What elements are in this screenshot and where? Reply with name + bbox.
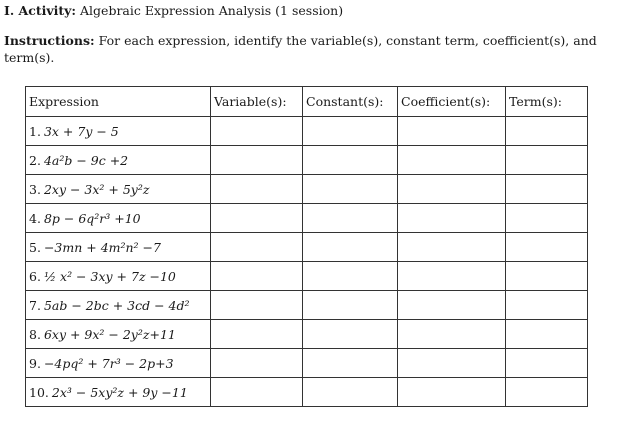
variables-answer-cell[interactable] — [211, 175, 303, 204]
instructions-label: Instructions: — [4, 33, 95, 48]
coefficients-answer-cell[interactable] — [398, 204, 506, 233]
table-row — [26, 378, 588, 407]
expression-text: −3mn + 4m²n² −7 — [43, 239, 161, 255]
expression-text: 5ab − 2bc + 3cd − 4d² — [43, 297, 190, 313]
expression-cell — [26, 175, 211, 204]
expression-number: 5. — [29, 239, 41, 255]
expression-cell — [26, 262, 211, 291]
constants-answer-cell[interactable] — [303, 291, 398, 320]
constants-answer-cell[interactable] — [303, 175, 398, 204]
expression-cell — [26, 146, 211, 175]
table-row — [26, 320, 588, 349]
activity-heading — [4, 3, 343, 19]
expression-table — [25, 86, 588, 407]
expression-cell — [26, 117, 211, 146]
coefficients-answer-cell[interactable] — [398, 291, 506, 320]
header-constants: Constant(s): — [303, 87, 398, 117]
constants-answer-cell[interactable] — [303, 233, 398, 262]
expression-number: 6. — [29, 268, 41, 284]
terms-answer-cell[interactable] — [506, 291, 588, 320]
expression-cell — [26, 291, 211, 320]
table-row — [26, 349, 588, 378]
constants-answer-cell[interactable] — [303, 320, 398, 349]
terms-answer-cell[interactable] — [506, 204, 588, 233]
activity-label: I. Activity: — [4, 3, 77, 18]
activity-title: Algebraic Expression Analysis (1 session) — [80, 3, 344, 18]
constants-answer-cell[interactable] — [303, 117, 398, 146]
expression-number: 4. — [29, 210, 41, 226]
constants-answer-cell[interactable] — [303, 146, 398, 175]
variables-answer-cell[interactable] — [211, 291, 303, 320]
expression-text: 2x³ − 5xy²z + 9y −11 — [51, 384, 188, 400]
expression-cell — [26, 233, 211, 262]
coefficients-answer-cell[interactable] — [398, 262, 506, 291]
variables-answer-cell[interactable] — [211, 378, 303, 407]
constants-answer-cell[interactable] — [303, 204, 398, 233]
constants-answer-cell[interactable] — [303, 378, 398, 407]
header-terms: Term(s): — [506, 87, 588, 117]
terms-answer-cell[interactable] — [506, 378, 588, 407]
expression-cell — [26, 320, 211, 349]
expression-text: 6xy + 9x² − 2y²z+11 — [43, 326, 176, 342]
coefficients-answer-cell[interactable] — [398, 233, 506, 262]
expression-number: 10. — [29, 384, 49, 400]
expression-text: 3x + 7y − 5 — [43, 123, 119, 139]
constants-answer-cell[interactable] — [303, 349, 398, 378]
expression-number: 8. — [29, 326, 41, 342]
header-variables: Variable(s): — [211, 87, 303, 117]
expression-number: 3. — [29, 181, 41, 197]
expression-cell — [26, 378, 211, 407]
table-row — [26, 291, 588, 320]
expression-number: 2. — [29, 152, 41, 168]
terms-answer-cell[interactable] — [506, 146, 588, 175]
variables-answer-cell[interactable] — [211, 320, 303, 349]
expression-text: 8p − 6q²r³ +10 — [43, 210, 141, 226]
expression-cell — [26, 204, 211, 233]
variables-answer-cell[interactable] — [211, 204, 303, 233]
expression-number: 1. — [29, 123, 41, 139]
expression-text: 4a²b − 9c +2 — [43, 152, 129, 168]
terms-answer-cell[interactable] — [506, 262, 588, 291]
terms-answer-cell[interactable] — [506, 117, 588, 146]
instructions-text: For each expression, identify the variable(s), constant term, coefficient(s), and term(s). — [4, 33, 597, 65]
table-row — [26, 262, 588, 291]
terms-answer-cell[interactable] — [506, 233, 588, 262]
header-expression: Expression — [26, 87, 211, 117]
coefficients-answer-cell[interactable] — [398, 146, 506, 175]
table-row — [26, 146, 588, 175]
expression-text: ½ x² − 3xy + 7z −10 — [43, 268, 176, 284]
table-header-row — [26, 87, 588, 117]
table-row — [26, 233, 588, 262]
coefficients-answer-cell[interactable] — [398, 320, 506, 349]
expression-text: 2xy − 3x² + 5y²z — [43, 181, 150, 197]
coefficients-answer-cell[interactable] — [398, 349, 506, 378]
table-row — [26, 117, 588, 146]
instructions-paragraph — [4, 32, 614, 66]
variables-answer-cell[interactable] — [211, 262, 303, 291]
header-coefficients: Coefficient(s): — [398, 87, 506, 117]
expression-cell — [26, 349, 211, 378]
expression-text: −4pq² + 7r³ − 2p+3 — [43, 355, 174, 371]
expression-number: 7. — [29, 297, 41, 313]
coefficients-answer-cell[interactable] — [398, 378, 506, 407]
variables-answer-cell[interactable] — [211, 146, 303, 175]
constants-answer-cell[interactable] — [303, 262, 398, 291]
table-row — [26, 204, 588, 233]
table-row — [26, 175, 588, 204]
coefficients-answer-cell[interactable] — [398, 175, 506, 204]
variables-answer-cell[interactable] — [211, 117, 303, 146]
terms-answer-cell[interactable] — [506, 175, 588, 204]
expression-number: 9. — [29, 355, 41, 371]
terms-answer-cell[interactable] — [506, 349, 588, 378]
terms-answer-cell[interactable] — [506, 320, 588, 349]
variables-answer-cell[interactable] — [211, 233, 303, 262]
variables-answer-cell[interactable] — [211, 349, 303, 378]
coefficients-answer-cell[interactable] — [398, 117, 506, 146]
